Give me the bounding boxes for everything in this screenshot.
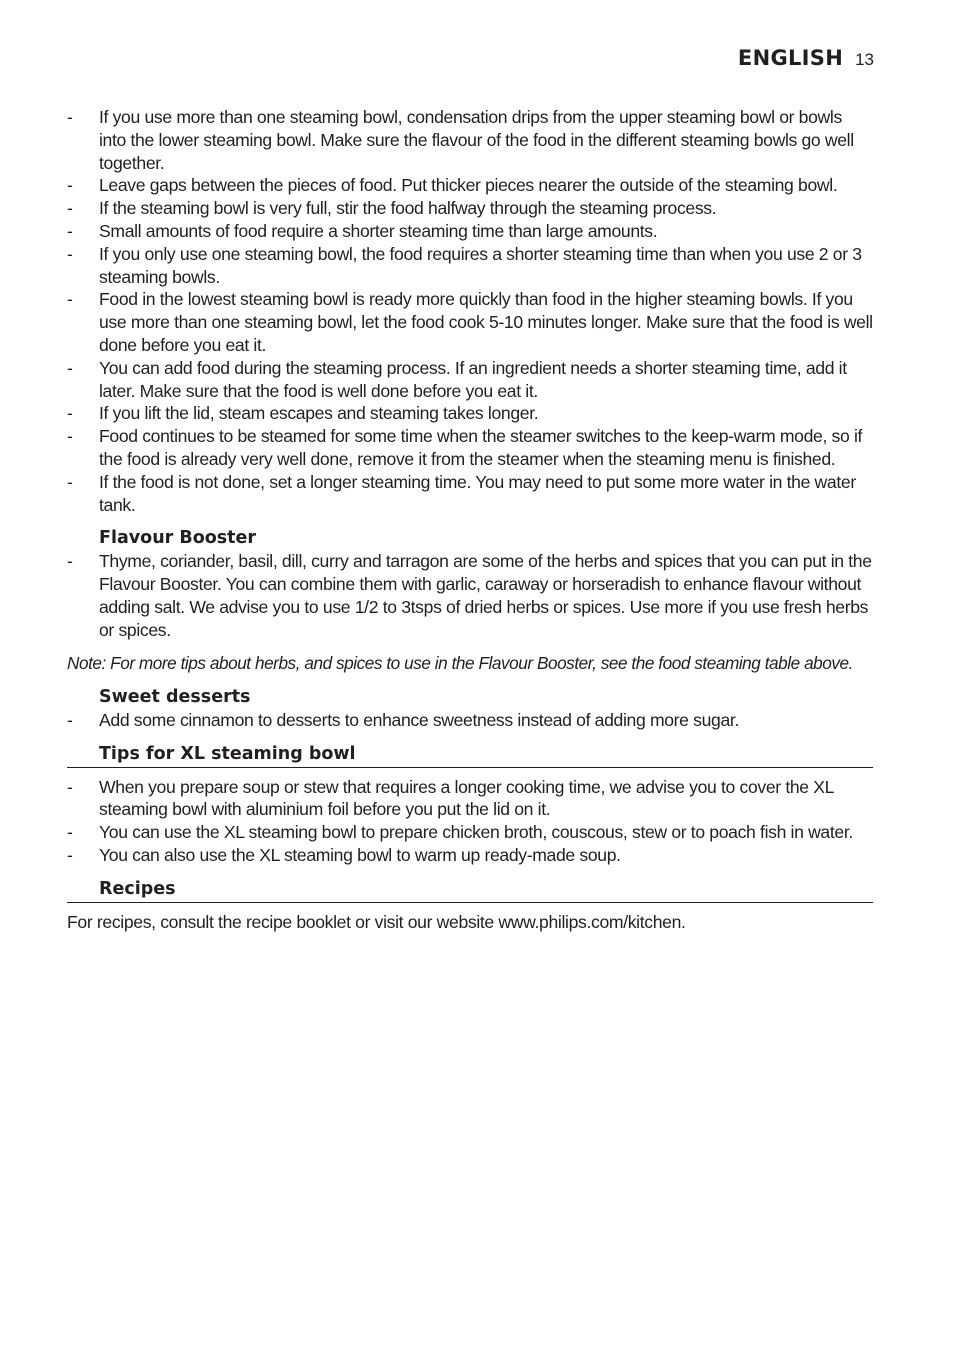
list-item: - When you prepare soup or stew that requires a longer cooking time, we advise you to cover the XL steaming bowl with aluminium foil before you put the lid on it. [67,776,873,822]
page-content [67,106,873,933]
list-item: - If the steaming bowl is very full, stir the food halfway through the steaming process. [67,197,873,220]
list-item: - You can also use the XL steaming bowl to warm up ready-made soup. [67,844,873,867]
intro-tips-list [67,106,873,516]
list-item: - Food in the lowest steaming bowl is ready more quickly than food in the higher steaming bowls. If you use more than one steaming bowl, let the food cook 5-10 minutes longer. Make sure that the food is well done before you eat it. [67,288,873,356]
flavour-booster-heading: Flavour Booster [99,528,257,549]
sweet-desserts-list [67,709,873,732]
recipes-text: For recipes, consult the recipe booklet or visit our website www.philips.com/kitchen. [67,911,686,932]
list-item: - If you lift the lid, steam escapes and steaming takes longer. [67,402,873,425]
list-item: - If you only use one steaming bowl, the food requires a shorter steaming time than when you use 2 or 3 steaming bowls. [67,243,873,289]
xl-bowl-heading: Tips for XL steaming bowl [67,743,873,768]
list-item: - Add some cinnamon to desserts to enhance sweetness instead of adding more sugar. [67,709,873,732]
sweet-desserts-heading: Sweet desserts [99,687,251,708]
list-item: - Small amounts of food require a shorter steaming time than large amounts. [67,220,873,243]
recipes-heading: Recipes [67,878,873,903]
list-item: - Leave gaps between the pieces of food. Put thicker pieces nearer the outside of the steaming bowl. [67,174,873,197]
flavour-booster-list [67,550,873,641]
list-item: - If the food is not done, set a longer steaming time. You may need to put some more water in the water tank. [67,471,873,517]
language-label: ENGLISH [737,46,844,70]
note-text: Note: For more tips about herbs, and spices to use in the Flavour Booster, see the food steaming table above. [67,653,853,674]
page-number: 13 [855,50,874,69]
list-item: - You can add food during the steaming process. If an ingredient needs a shorter steaming time, add it later. Make sure that the food is well done before you eat it. [67,357,873,403]
page-header [738,46,874,70]
list-item: - Thyme, coriander, basil, dill, curry and tarragon are some of the herbs and spices that you can put in the Flavour Booster. You can combine them with garlic, caraway or horseradish to enhance flavour without adding salt. We advise you to use 1/2 to 3tsps of dried herbs or spices. Use more if you use fresh herbs or spices. [67,550,873,641]
list-item: - Food continues to be steamed for some time when the steamer switches to the keep-warm mode, so if the food is already very well done, remove it from the steamer when the steaming menu is finished. [67,425,873,471]
xl-bowl-list [67,776,873,867]
list-item: - If you use more than one steaming bowl, condensation drips from the upper steaming bowl or bowls into the lower steaming bowl. Make sure the flavour of the food in the different steaming bowls go well together. [67,106,873,174]
list-item: - You can use the XL steaming bowl to prepare chicken broth, couscous, stew or to poach fish in water. [67,821,873,844]
